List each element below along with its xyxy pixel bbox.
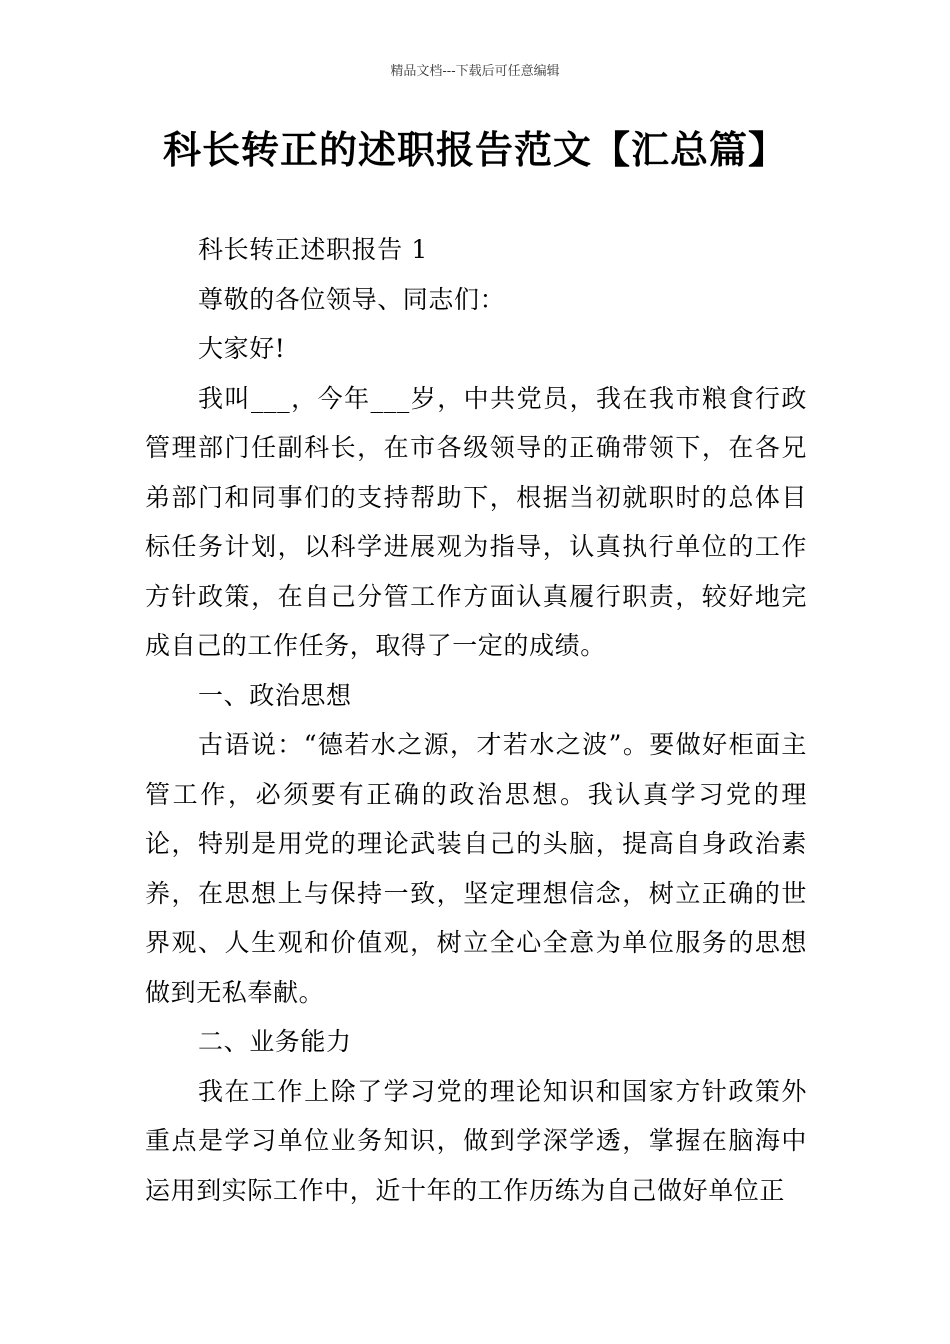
section-heading: 科长转正述职报告 1 xyxy=(198,235,428,264)
header-note: 精品文档---下载后可任意编辑 xyxy=(390,64,560,79)
section-heading-politics: 一、政治思想 xyxy=(198,680,352,710)
ability-paragraph: 我在工作上除了学习党的理论知识和国家方针政策外重点是学习单位业务知识，做到学深学透，掌握在脑海中运用到实际工作中，近十年的工作历练为自己做好单位正 xyxy=(145,1076,807,1205)
document-body xyxy=(145,225,807,1215)
intro-paragraph: 我叫___，今年___岁，中共党员，我在我市粮食行政管理部门任副科长，在市各级领导的正确带领下，在各兄弟部门和同事们的支持帮助下，根据当初就职时的总体目标任务计划，以科学进展观为指导，认真执行单位的工作方针政策，在自己分管工作方面认真履行职责，较好地完成自己的工作任务，取得了一定的成绩。 xyxy=(145,383,807,660)
politics-paragraph: 古语说：“德若水之源，才若水之波”。要做好柜面主管工作，必须要有正确的政治思想。我认真学习党的理论，特别是用党的理论武装自己的头脑，提高自身政治素养，在思想上与保持一致，坚定理想信念，树立正确的世界观、人生观和价值观，树立全心全意为单位服务的思想做到无私奉献。 xyxy=(145,730,807,1007)
section-heading-ability: 二、业务能力 xyxy=(198,1027,352,1056)
salutation: 尊敬的各位领导、同志们： xyxy=(198,284,506,314)
document-title: 科长转正的述职报告范文【汇总篇】 xyxy=(162,128,787,172)
greeting: 大家好! xyxy=(198,334,286,363)
